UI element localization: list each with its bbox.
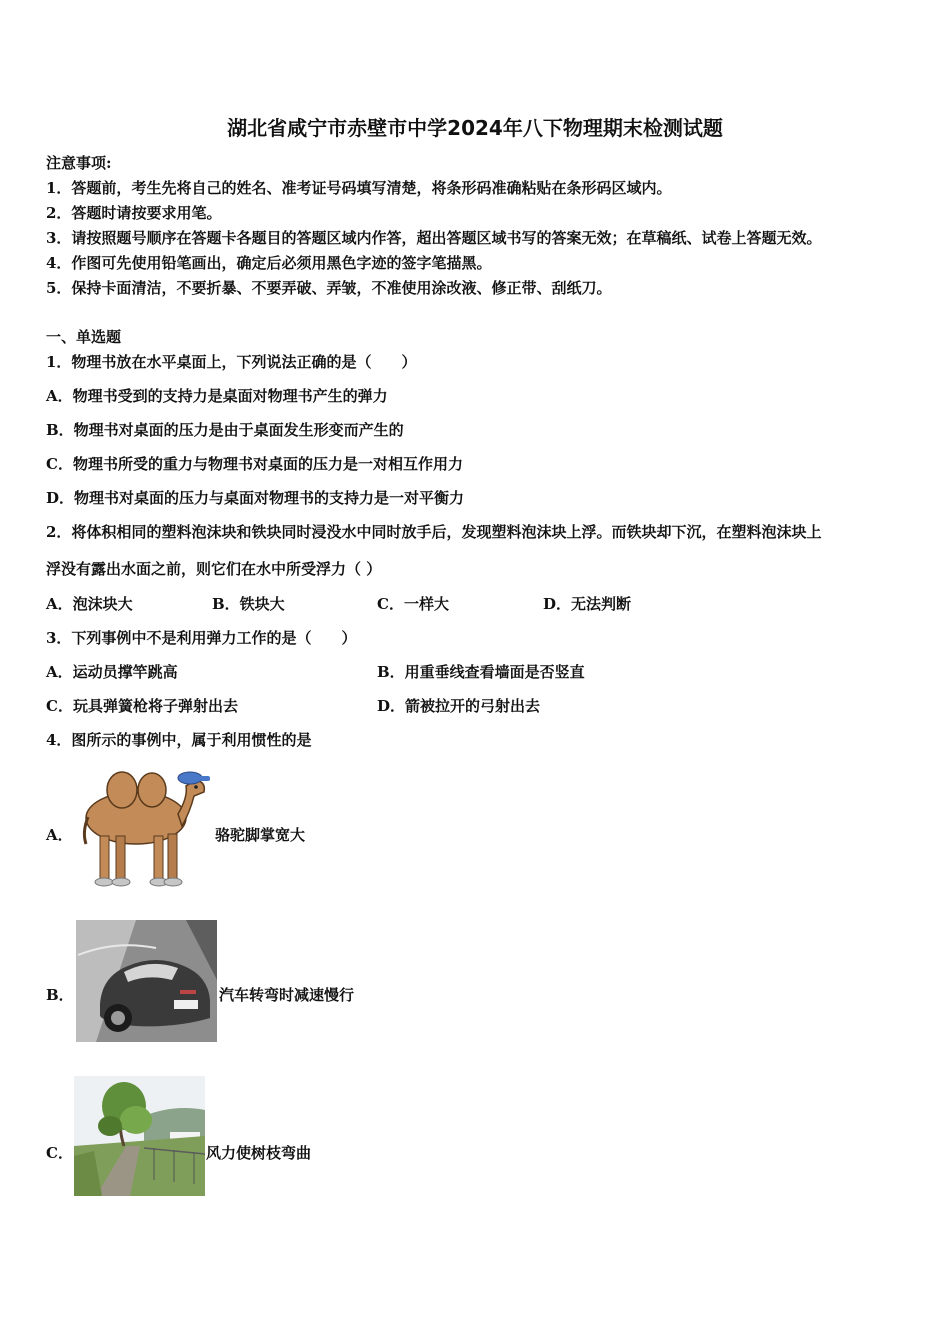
option-a-caption: 骆驼脚掌宽大	[215, 826, 306, 844]
notice-heading: 注意事项:	[46, 154, 112, 172]
question-stem: 1．物理书放在水平桌面上，下列说法正确的是（ ）	[46, 353, 417, 371]
option-c: C．物理书所受的重力与物理书对桌面的压力是一对相互作用力	[46, 455, 463, 473]
option-c-caption: 风力使树枝弯曲	[206, 1144, 312, 1162]
question-stem: 2．将体积相同的塑料泡沫块和铁块同时浸没水中同时放手后，发现塑料泡沫块上浮。而铁块却下沉，在塑料泡沫块上	[46, 523, 822, 541]
option-b: B．用重垂线查看墙面是否竖直	[377, 663, 585, 681]
car-photo-icon	[76, 920, 217, 1042]
option-b-caption: 汽车转弯时减速慢行	[219, 986, 355, 1004]
option-d: D．无法判断	[543, 595, 632, 613]
option-d: D．箭被拉开的弓射出去	[377, 697, 541, 715]
question-stem: 3．下列事例中不是利用弹力工作的是（ ）	[46, 629, 357, 647]
tree-photo-icon	[74, 1076, 205, 1196]
option-a: A．泡沫块大	[46, 595, 133, 613]
option-a: A．物理书受到的支持力是桌面对物理书产生的弹力	[46, 387, 388, 405]
option-b: B．铁块大	[212, 595, 285, 613]
option-c-letter: C．	[46, 1144, 73, 1162]
option-b: B．物理书对桌面的压力是由于桌面发生形变而产生的	[46, 421, 404, 439]
option-a-letter: A．	[46, 826, 73, 844]
notice-item: 3．请按照题号顺序在答题卡各题目的答题区域内作答，超出答题区域书写的答案无效；在草稿纸、试卷上答题无效。	[46, 229, 822, 247]
question-stem: 4．图所示的事例中，属于利用惯性的是	[46, 731, 312, 749]
section-heading: 一、单选题	[46, 328, 122, 346]
notice-item: 5．保持卡面清洁，不要折暴、不要弄破、弄皱，不准使用涂改液、修正带、刮纸刀。	[46, 279, 612, 297]
notice-item: 4．作图可先使用铅笔画出，确定后必须用黑色字迹的签字笔描黑。	[46, 254, 492, 272]
option-c: C．玩具弹簧枪将子弹射出去	[46, 697, 238, 715]
option-a: A．运动员撑竿跳高	[46, 663, 178, 681]
option-b-letter: B．	[46, 986, 74, 1004]
notice-item: 1．答题前，考生先将自己的姓名、准考证号码填写清楚，将条形码准确粘贴在条形码区域内。	[46, 179, 672, 197]
page-title: 湖北省咸宁市赤壁市中学2024年八下物理期末检测试题	[227, 116, 723, 140]
notice-item: 2．答题时请按要求用笔。	[46, 204, 222, 222]
option-c: C．一样大	[377, 595, 449, 613]
camel-illustration-icon	[78, 762, 213, 890]
question-stem-continued: 浮没有露出水面之前，则它们在水中所受浮力（ ）	[46, 560, 382, 578]
option-d: D．物理书对桌面的压力与桌面对物理书的支持力是一对平衡力	[46, 489, 465, 507]
